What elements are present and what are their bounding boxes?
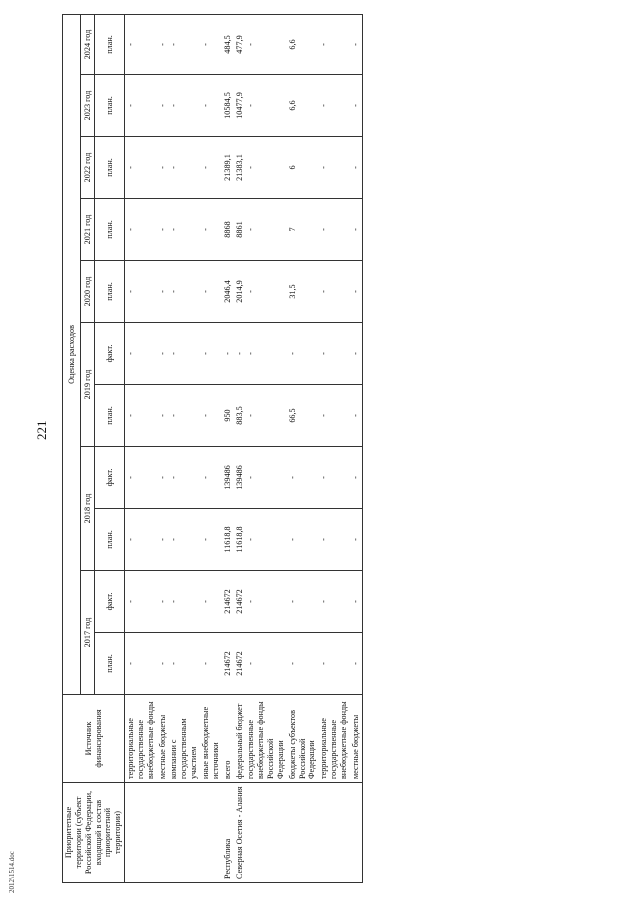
value-cell: - bbox=[125, 323, 157, 385]
value-cell: 139486 bbox=[234, 447, 246, 509]
value-cell: - bbox=[168, 199, 200, 261]
value-cell: - bbox=[157, 137, 169, 199]
value-cell: - bbox=[245, 261, 286, 323]
value-cell: - bbox=[157, 571, 169, 633]
value-cell: - bbox=[245, 385, 286, 447]
source-cell: местные бюджеты bbox=[157, 695, 169, 783]
table-row bbox=[318, 14, 350, 882]
value-cell: 214672 bbox=[222, 633, 234, 695]
table-row bbox=[287, 14, 319, 882]
value-cell: - bbox=[318, 509, 350, 571]
table-row bbox=[157, 14, 169, 882]
table-body bbox=[125, 14, 363, 882]
value-cell: - bbox=[157, 447, 169, 509]
value-cell: - bbox=[125, 447, 157, 509]
value-cell: - bbox=[200, 509, 222, 571]
value-cell: - bbox=[157, 323, 169, 385]
value-cell: - bbox=[245, 509, 286, 571]
value-cell: - bbox=[287, 323, 319, 385]
value-cell: - bbox=[125, 571, 157, 633]
territory-cell bbox=[318, 783, 350, 883]
value-cell: - bbox=[318, 633, 350, 695]
value-cell: 11618,8 bbox=[234, 509, 246, 571]
value-cell: - bbox=[318, 137, 350, 199]
value-cell: - bbox=[350, 137, 362, 199]
value-cell: - bbox=[234, 323, 246, 385]
value-cell: - bbox=[157, 199, 169, 261]
value-cell: 6,6 bbox=[287, 75, 319, 137]
header-source: Источник финансирования bbox=[63, 695, 125, 783]
value-cell: 10477,9 bbox=[234, 75, 246, 137]
header-kind: план. bbox=[95, 509, 125, 571]
value-cell: - bbox=[245, 323, 286, 385]
value-cell: - bbox=[168, 261, 200, 323]
source-cell: территориальные государственные внебюджетные фонды bbox=[125, 695, 157, 783]
value-cell: - bbox=[125, 633, 157, 695]
value-cell: 21389,1 bbox=[222, 137, 234, 199]
value-cell: - bbox=[200, 447, 222, 509]
value-cell: - bbox=[125, 509, 157, 571]
territory-cell: Северная Осетия - Алания bbox=[234, 783, 246, 883]
value-cell: - bbox=[125, 14, 157, 74]
value-cell: 7 bbox=[287, 199, 319, 261]
value-cell: 484,5 bbox=[222, 14, 234, 74]
value-cell: 10584,5 bbox=[222, 75, 234, 137]
value-cell: - bbox=[350, 633, 362, 695]
value-cell: - bbox=[287, 509, 319, 571]
source-cell: бюджеты субъектов Российской Федерации bbox=[287, 695, 319, 783]
value-cell: - bbox=[350, 385, 362, 447]
value-cell: - bbox=[318, 261, 350, 323]
value-cell: - bbox=[318, 14, 350, 74]
value-cell: - bbox=[222, 323, 234, 385]
table-row bbox=[125, 14, 157, 882]
header-kind: факт. bbox=[95, 323, 125, 385]
territory-cell: Республика bbox=[222, 783, 234, 883]
source-cell: иные внебюджетные источники bbox=[200, 695, 222, 783]
value-cell: 6 bbox=[287, 137, 319, 199]
territory-cell bbox=[350, 783, 362, 883]
source-cell: территориальные государственные внебюджетные фонды bbox=[318, 695, 350, 783]
value-cell: 8861 bbox=[234, 199, 246, 261]
value-cell: - bbox=[200, 14, 222, 74]
source-cell: федеральный бюджет bbox=[234, 695, 246, 783]
value-cell: 6,6 bbox=[287, 14, 319, 74]
value-cell: - bbox=[245, 75, 286, 137]
value-cell: - bbox=[168, 633, 200, 695]
value-cell: - bbox=[318, 323, 350, 385]
header-year: 2017 год bbox=[81, 571, 95, 695]
territory-cell bbox=[245, 783, 286, 883]
table-row bbox=[245, 14, 286, 882]
value-cell: 11618,8 bbox=[222, 509, 234, 571]
value-cell: - bbox=[245, 137, 286, 199]
value-cell: 2014,9 bbox=[234, 261, 246, 323]
footer-file-code: 2012\1514.doc bbox=[8, 851, 16, 893]
header-kind: план. bbox=[95, 137, 125, 199]
value-cell: - bbox=[350, 509, 362, 571]
territory-cell bbox=[168, 783, 200, 883]
value-cell: - bbox=[245, 14, 286, 74]
value-cell: - bbox=[200, 199, 222, 261]
territory-cell bbox=[157, 783, 169, 883]
header-kind: факт. bbox=[95, 447, 125, 509]
header-year: 2018 год bbox=[81, 447, 95, 571]
value-cell: - bbox=[200, 75, 222, 137]
value-cell: - bbox=[168, 509, 200, 571]
page-number: 221 bbox=[34, 420, 49, 440]
value-cell: - bbox=[350, 75, 362, 137]
table-row bbox=[200, 14, 222, 882]
value-cell: - bbox=[287, 633, 319, 695]
header-kind: план. bbox=[95, 633, 125, 695]
value-cell: 214672 bbox=[234, 571, 246, 633]
header-year: 2020 год bbox=[81, 261, 95, 323]
value-cell: - bbox=[287, 571, 319, 633]
source-cell: компании с государственным участием bbox=[168, 695, 200, 783]
table-row bbox=[168, 14, 200, 882]
value-cell: - bbox=[287, 447, 319, 509]
value-cell: 66,5 bbox=[287, 385, 319, 447]
value-cell: - bbox=[350, 571, 362, 633]
value-cell: 214672 bbox=[222, 571, 234, 633]
table-row bbox=[234, 14, 246, 882]
header-year: 2024 год bbox=[81, 14, 95, 74]
value-cell: - bbox=[125, 199, 157, 261]
value-cell: - bbox=[245, 199, 286, 261]
value-cell: - bbox=[168, 75, 200, 137]
value-cell: - bbox=[125, 75, 157, 137]
value-cell: 950 bbox=[222, 385, 234, 447]
value-cell: - bbox=[350, 199, 362, 261]
source-cell: всего bbox=[222, 695, 234, 783]
header-year: 2023 год bbox=[81, 75, 95, 137]
value-cell: - bbox=[200, 385, 222, 447]
value-cell: - bbox=[168, 323, 200, 385]
value-cell: - bbox=[157, 75, 169, 137]
header-year: 2019 год bbox=[81, 323, 95, 447]
value-cell: - bbox=[200, 633, 222, 695]
header-year: 2022 год bbox=[81, 137, 95, 199]
value-cell: - bbox=[318, 75, 350, 137]
value-cell: - bbox=[350, 323, 362, 385]
header-kind: план. bbox=[95, 261, 125, 323]
value-cell: - bbox=[245, 571, 286, 633]
value-cell: - bbox=[125, 137, 157, 199]
value-cell: - bbox=[157, 633, 169, 695]
value-cell: 214672 bbox=[234, 633, 246, 695]
value-cell: - bbox=[200, 323, 222, 385]
header-estimate: Оценка расходов bbox=[63, 14, 81, 694]
source-cell: местные бюджеты bbox=[350, 695, 362, 783]
value-cell: - bbox=[168, 137, 200, 199]
expenditure-table bbox=[62, 14, 363, 883]
header-kind: план. bbox=[95, 385, 125, 447]
source-cell: государственные внебюджетные фонды Российской Федерации bbox=[245, 695, 286, 783]
header-territory: Приоритетные территории (субъект Российской Федерации, входящий в состав приоритетной территории) bbox=[63, 783, 125, 883]
value-cell: - bbox=[157, 509, 169, 571]
value-cell: - bbox=[168, 571, 200, 633]
value-cell: - bbox=[200, 137, 222, 199]
rotated-table-page bbox=[62, 15, 622, 883]
value-cell: - bbox=[318, 385, 350, 447]
value-cell: - bbox=[318, 199, 350, 261]
value-cell: - bbox=[350, 261, 362, 323]
header-kind: план. bbox=[95, 199, 125, 261]
header-kind: план. bbox=[95, 14, 125, 74]
value-cell: - bbox=[157, 261, 169, 323]
value-cell: 2046,4 bbox=[222, 261, 234, 323]
territory-cell bbox=[200, 783, 222, 883]
value-cell: - bbox=[245, 633, 286, 695]
value-cell: - bbox=[125, 261, 157, 323]
header-year: 2021 год bbox=[81, 199, 95, 261]
header-kind: план. bbox=[95, 75, 125, 137]
value-cell: - bbox=[350, 447, 362, 509]
value-cell: - bbox=[350, 14, 362, 74]
table-row bbox=[222, 14, 234, 882]
value-cell: 477,9 bbox=[234, 14, 246, 74]
value-cell: - bbox=[157, 14, 169, 74]
value-cell: - bbox=[200, 571, 222, 633]
table-row bbox=[350, 14, 362, 882]
value-cell: 31,5 bbox=[287, 261, 319, 323]
value-cell: 21383,1 bbox=[234, 137, 246, 199]
territory-cell bbox=[125, 783, 157, 883]
value-cell: - bbox=[125, 385, 157, 447]
table-bottom-border bbox=[362, 14, 363, 882]
value-cell: - bbox=[157, 385, 169, 447]
value-cell: - bbox=[318, 571, 350, 633]
value-cell: - bbox=[245, 447, 286, 509]
value-cell: - bbox=[200, 261, 222, 323]
value-cell: - bbox=[168, 14, 200, 74]
value-cell: 883,5 bbox=[234, 385, 246, 447]
header-kind: факт. bbox=[95, 571, 125, 633]
value-cell: 139486 bbox=[222, 447, 234, 509]
value-cell: - bbox=[168, 447, 200, 509]
value-cell: 8868 bbox=[222, 199, 234, 261]
territory-cell bbox=[287, 783, 319, 883]
value-cell: - bbox=[168, 385, 200, 447]
value-cell: - bbox=[318, 447, 350, 509]
